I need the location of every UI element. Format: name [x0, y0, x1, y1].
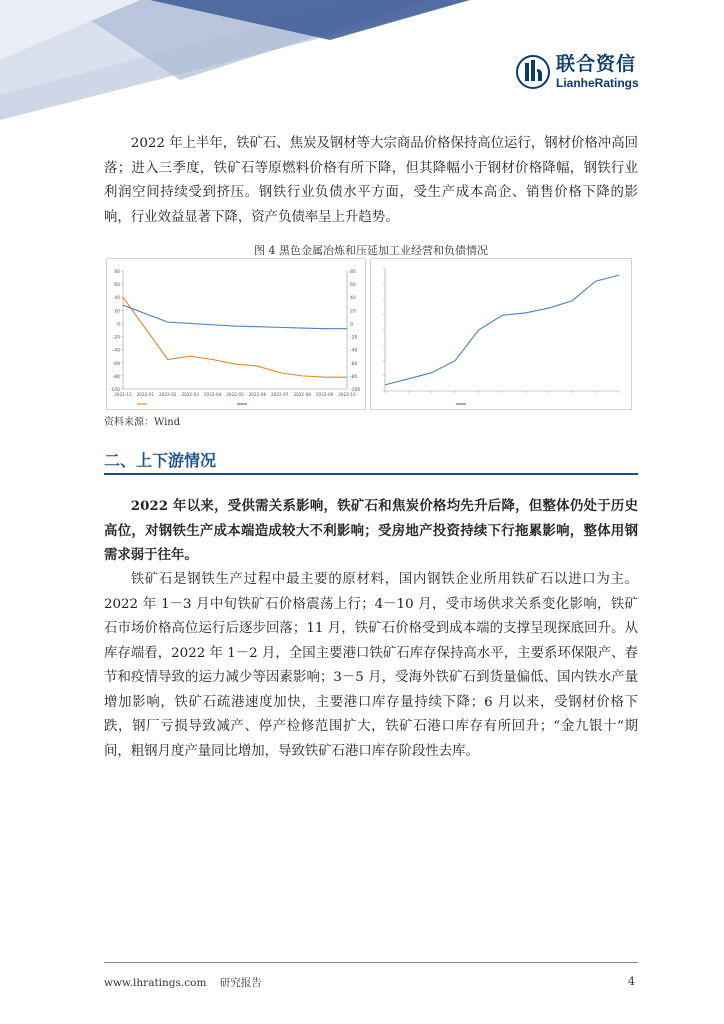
page-number: 4: [628, 975, 635, 988]
y-right-tick-label: 40: [350, 296, 356, 302]
y-right-tick-label: -60: [350, 361, 358, 367]
x-tick-label: 2022-10: [338, 392, 356, 397]
section-title: 二、上下游情况: [104, 451, 217, 470]
y-right-tick-label: -20: [350, 335, 358, 341]
y-left-tick-label: -60: [112, 361, 120, 367]
paragraph-steel-profit: 2022 年上半年，铁矿石、焦炭及钢材等大宗商品价格保持高位运行，钢材价格冲高回落；进入三季度，铁矿石等原燃料价格有所下降，但其降幅小于钢材价格降幅，钢铁行业利润空间持续受到挤压。钢铁行业负债水平方面，受生产成本高企、销售价格下降的影响，行业效益显著下降，资产负债率呈上升趋势。: [104, 136, 638, 225]
y-left-tick-label: 60: [114, 283, 120, 289]
y-right-tick-label: -40: [350, 348, 358, 354]
series-line-0: [123, 297, 347, 377]
y-right-tick-label: 20: [350, 309, 356, 315]
footer-info: [104, 975, 262, 990]
y-left-tick-label: 40: [114, 296, 120, 302]
x-tick-label: 2022-04: [203, 392, 222, 397]
paragraph-iron-ore: 铁矿石是钢铁生产过程中最主要的原材料，国内钢铁企业所用铁矿石以进口为主。2022 年 1－3 月中旬铁矿石价格震荡上行；4－10 月，受市场供求关系变化影响，铁矿石市场价格高位运行后逐步回落；11 月，铁矿石价格受到成本端的支撑呈现探底回升。从库存端看，2022 年 1－2 月，全国主要港口铁矿石库存保持高水平，主要系环保限产、春节和疫情导致的运力减少等因素影响；3－5 月，受海外铁矿石到货量偏低、国内铁水产量增加影响，铁矿石疏港速度加快，主要港口库存量持续下降；6 月以来，受钢材价格下跌，钢厂亏损导致减产、停产检修范围扩大，铁矿石港口库存有所回升；“金九银十”期间，粗钢月度产量同比增加，导致铁矿石港口库存阶段性去库。: [104, 572, 638, 759]
x-tick-label: 2022-05: [226, 392, 244, 397]
company-logo: [516, 55, 639, 89]
x-tick-label: 2021-12: [114, 392, 132, 397]
figure-caption: 图 4 黑色金属冶炼和压延加工业经营和负债情况: [254, 244, 488, 257]
footer-divider: [104, 962, 638, 963]
figure-source: 资料来源：Wind: [104, 417, 181, 428]
x-tick-label: 2022-01: [136, 392, 155, 397]
y-right-tick-label: 0: [350, 322, 353, 328]
x-tick-label: 2022-02: [159, 392, 177, 397]
x-tick-label: 2022-07: [271, 392, 289, 397]
y-right-tick-label: 60: [350, 283, 356, 289]
series-line-0: [385, 275, 619, 385]
y-left-tick-label: -20: [112, 335, 120, 341]
y-left-tick-label: -100: [109, 388, 120, 393]
y-right-tick-label: -80: [350, 374, 358, 380]
y-right-tick-label: -100: [350, 388, 361, 393]
chart-right: [370, 258, 632, 410]
y-left-tick-label: 80: [114, 270, 120, 275]
logo-mark-icon: [516, 55, 550, 89]
x-tick-label: 2022-03: [181, 392, 199, 397]
y-left-tick-label: -80: [112, 374, 120, 380]
logo-english-text: LianheRatings: [556, 76, 639, 90]
chart-left: [106, 258, 366, 410]
chart-right-svg: [371, 259, 631, 409]
footer-website-link[interactable]: www.lhratings.com: [104, 977, 207, 989]
section-divider: [104, 473, 638, 475]
footer-doc-type: 研究报告: [219, 977, 262, 989]
chart-left-svg: [107, 259, 365, 409]
x-tick-label: 2022-06: [248, 392, 267, 397]
logo-chinese-text: 联合资信: [556, 53, 637, 75]
x-tick-label: 2022-08: [293, 392, 311, 397]
series-line-1: [123, 305, 347, 329]
y-left-tick-label: 0: [117, 322, 120, 328]
y-left-tick-label: -40: [112, 348, 120, 354]
y-right-tick-label: 80: [350, 270, 356, 275]
x-tick-label: 2022-09: [315, 392, 334, 397]
y-left-tick-label: 20: [114, 309, 120, 315]
paragraph-summary-bold: 2022 年以来，受供需关系影响，铁矿石和焦炭价格均先升后降，但整体仍处于历史高位，对钢铁生产成本端造成较大不利影响；受房地产投资持续下行拖累影响，整体用钢需求弱于往年。: [104, 498, 638, 563]
